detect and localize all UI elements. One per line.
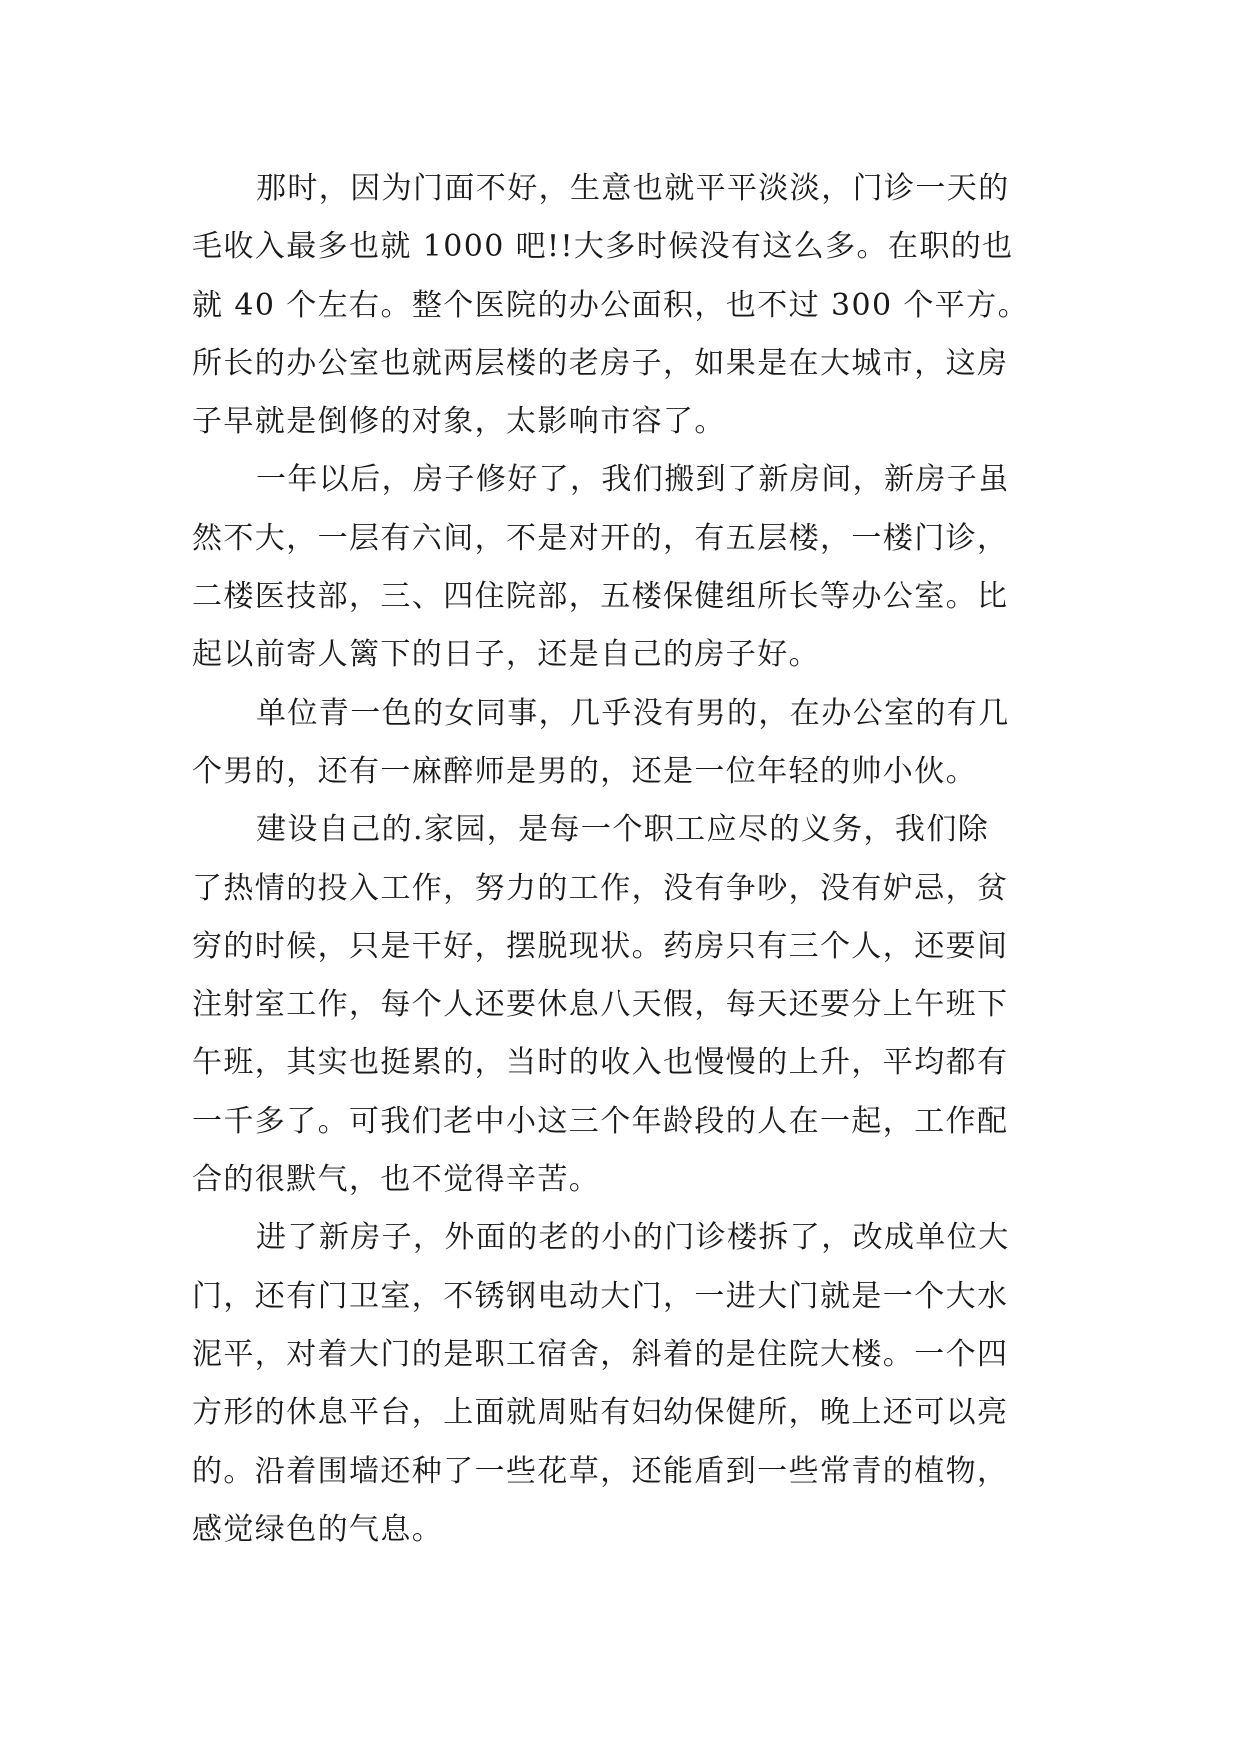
text-line: 午班，其实也挺累的，当时的收入也慢慢的上升，平均都有 — [192, 1045, 1009, 1081]
text-line: 那时，因为门面不好，生意也就平平淡淡，门诊一天的 — [256, 171, 1010, 206]
text-line: 个男的，还有一麻醉师是男的，还是一位年轻的帅小伙。 — [192, 753, 977, 789]
text-line: 毛收入最多也就 1000 吧!!大多时候没有这么多。在职的也 — [192, 229, 1014, 265]
text-line: 了热情的投入工作，努力的工作，没有争吵，没有妒忌，贫 — [192, 870, 1009, 906]
text-line: 感觉绿色的气息。 — [192, 1511, 444, 1547]
text-line: 进了新房子，外面的老的小的门诊楼拆了，改成单位大 — [256, 1220, 1010, 1256]
text-line: 然不大，一层有六间，不是对开的，有五层楼，一楼门诊， — [192, 520, 1009, 556]
paragraph — [192, 801, 1057, 1209]
text-line: 起以前寄人篱下的日子，还是自己的房子好。 — [192, 637, 820, 673]
text-line: 的。沿着围墙还种了一些花草，还能盾到一些常青的植物， — [192, 1453, 1009, 1489]
text-line: 注射室工作，每个人还要休息八天假，每天还要分上午班下 — [192, 987, 1009, 1023]
text-line: 一年以后，房子修好了，我们搬到了新房间，新房子虽 — [256, 462, 1010, 498]
text-line: 泥平，对着大门的是职工宿舍，斜着的是住院大楼。一个四 — [192, 1336, 1009, 1372]
paragraph — [192, 160, 1057, 451]
paragraph — [192, 685, 1057, 802]
text-line: 一千多了。可我们老中小这三个年龄段的人在一起，工作配 — [192, 1103, 1009, 1139]
text-line: 合的很默气，也不觉得辛苦。 — [192, 1162, 601, 1198]
text-line: 子早就是倒修的对象，太影响市容了。 — [192, 404, 726, 440]
text-line: 方形的休息平台，上面就周贴有妇幼保健所，晚上还可以亮 — [192, 1395, 1009, 1431]
text-line: 二楼医技部，三、四住院部，五楼保健组所长等办公室。比 — [192, 579, 1009, 615]
text-line: 单位青一色的女同事，几乎没有男的，在办公室的有几 — [256, 695, 1010, 731]
text-line: 门，还有门卫室，不锈钢电动大门，一进大门就是一个大水 — [192, 1278, 1009, 1314]
document-body — [192, 160, 1057, 1559]
text-line: 建设自己的.家园，是每一个职工应尽的义务，我们除 — [256, 812, 990, 848]
paragraph — [192, 451, 1057, 684]
text-line: 所长的办公室也就两层楼的老房子，如果是在大城市，这房 — [192, 345, 1009, 381]
paragraph — [192, 1209, 1057, 1559]
text-line: 就 40 个左右。整个医院的办公面积，也不过 300 个平方。 — [192, 287, 1029, 323]
text-line: 穷的时候，只是干好，摆脱现状。药房只有三个人，还要间 — [192, 928, 1009, 964]
